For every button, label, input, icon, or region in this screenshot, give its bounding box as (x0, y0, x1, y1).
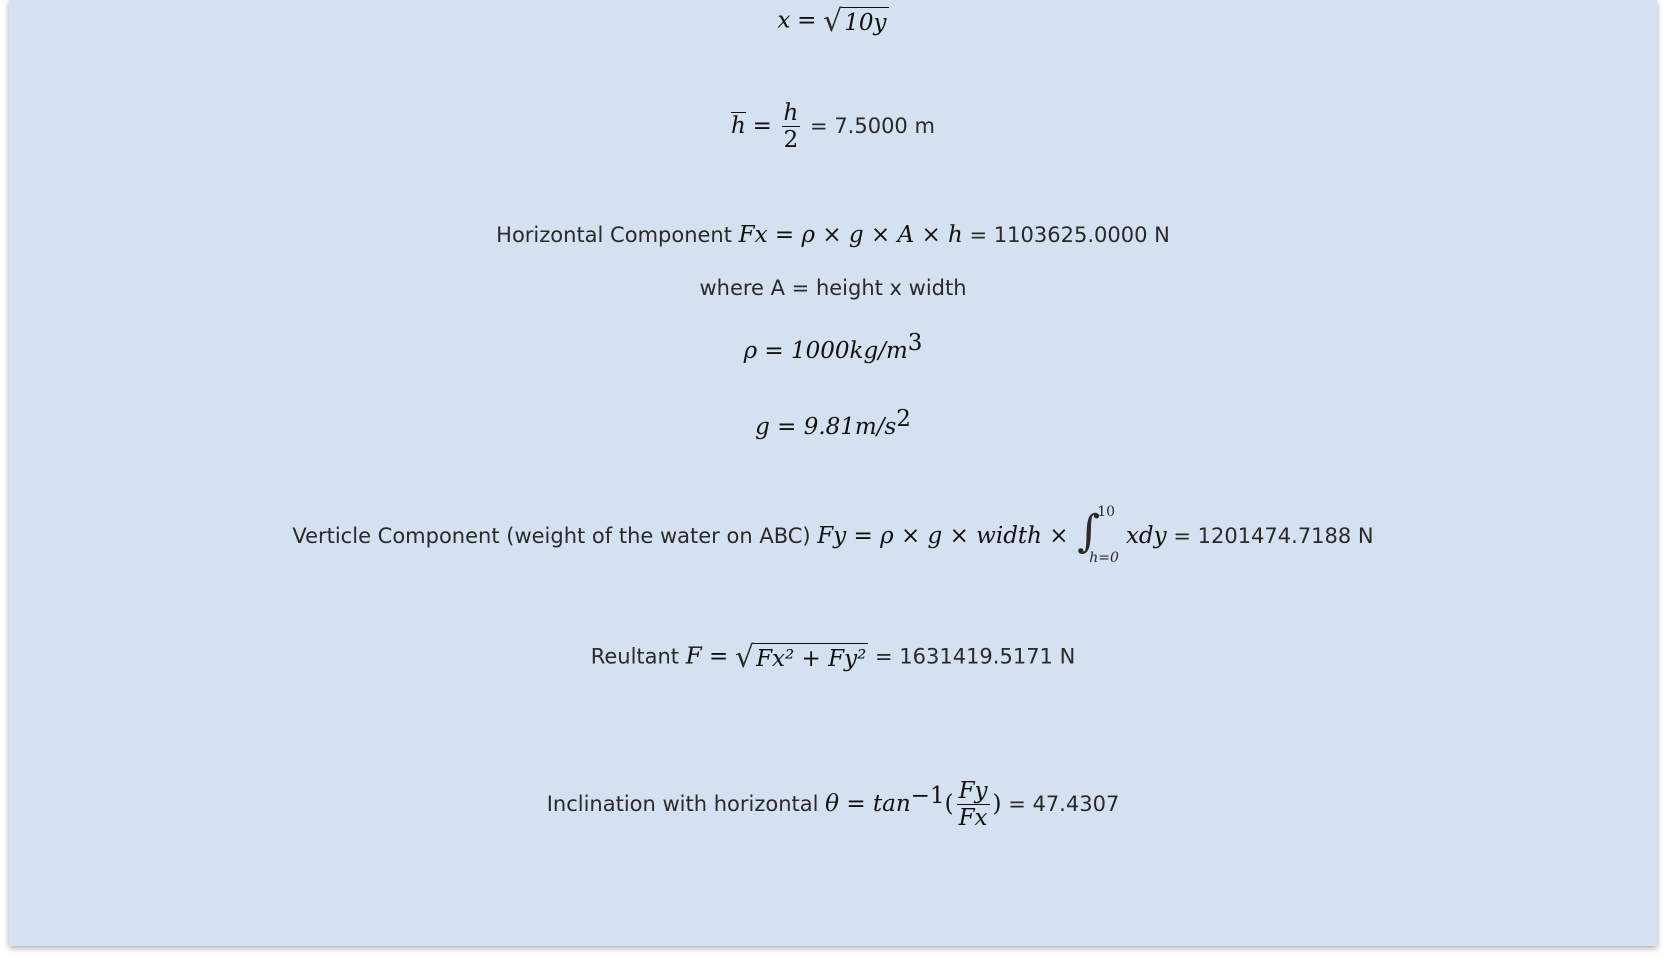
eq-fy-upper: 10 (1097, 504, 1116, 520)
eq-fx-result: = 1103625.0000 N (969, 223, 1170, 247)
eq-hbar-fraction (782, 100, 801, 154)
equation-resultant (9, 640, 1657, 675)
equation-theta (9, 778, 1657, 832)
equation-where (9, 276, 1657, 300)
eq-x-equals: = (797, 7, 817, 34)
eq-where-text: where A = height x width (699, 276, 967, 300)
eq-f-radicand: Fx² + Fy² (754, 643, 868, 672)
paren-open: ( (944, 790, 954, 817)
eq-theta-label: Inclination with horizontal (546, 791, 819, 816)
eq-f-result: = 1631419.5171 N (875, 644, 1076, 669)
eq-hbar-result: = 7.5000 m (810, 113, 935, 138)
equation-hbar (9, 100, 1657, 154)
eq-x-radicand: 10y (842, 7, 888, 36)
eq-fx-label: Horizontal Component (496, 223, 732, 247)
eq-theta-fraction (957, 778, 990, 832)
eq-theta-exp: −1 (910, 782, 945, 809)
eq-hbar-num: h (783, 100, 799, 126)
eq-x-sqrt: √10y (823, 4, 887, 39)
equation-fy (9, 506, 1657, 568)
equation-rho (9, 330, 1657, 364)
eq-f-sqrt: √Fx² + Fy² (734, 640, 867, 675)
eq-theta-den: Fx (958, 805, 988, 832)
eq-hbar-lhs: h (731, 112, 746, 139)
eq-fy-integrand: xdy (1125, 523, 1167, 549)
integral-sign: ∫ (1077, 506, 1101, 557)
eq-fy-label: Verticle Component (weight of the water on ABC) (292, 524, 811, 548)
eq-fy-lower: h=0 (1089, 550, 1119, 566)
equation-x (9, 4, 1657, 39)
eq-g-exp: 2 (896, 406, 911, 432)
eq-theta-num: Fy (958, 778, 988, 804)
eq-rho-formula: ρ = 1000kg/m (743, 338, 908, 364)
equation-fx (9, 222, 1657, 248)
document-page (9, 0, 1657, 946)
eq-f-label: Reultant (590, 644, 680, 669)
equation-g (9, 406, 1657, 440)
eq-g-formula: g = 9.81m/s (755, 414, 897, 440)
eq-fy-integral (1075, 506, 1119, 568)
eq-x-lhs: x (777, 7, 791, 34)
eq-rho-exp: 3 (907, 330, 923, 356)
eq-hbar-equals: = (752, 112, 772, 139)
eq-fx-formula: Fx = ρ × g × A × h (738, 222, 963, 248)
eq-f-lhs: F = (685, 643, 729, 670)
eq-theta-result: = 47.4307 (1008, 791, 1120, 816)
eq-fy-result: = 1201474.7188 N (1173, 524, 1374, 548)
eq-hbar-den: 2 (783, 127, 799, 154)
eq-fy-formula: Fy = ρ × g × width × (817, 523, 1069, 549)
eq-theta-formula: θ = tan (825, 790, 911, 817)
paren-close: ) (992, 790, 1002, 817)
